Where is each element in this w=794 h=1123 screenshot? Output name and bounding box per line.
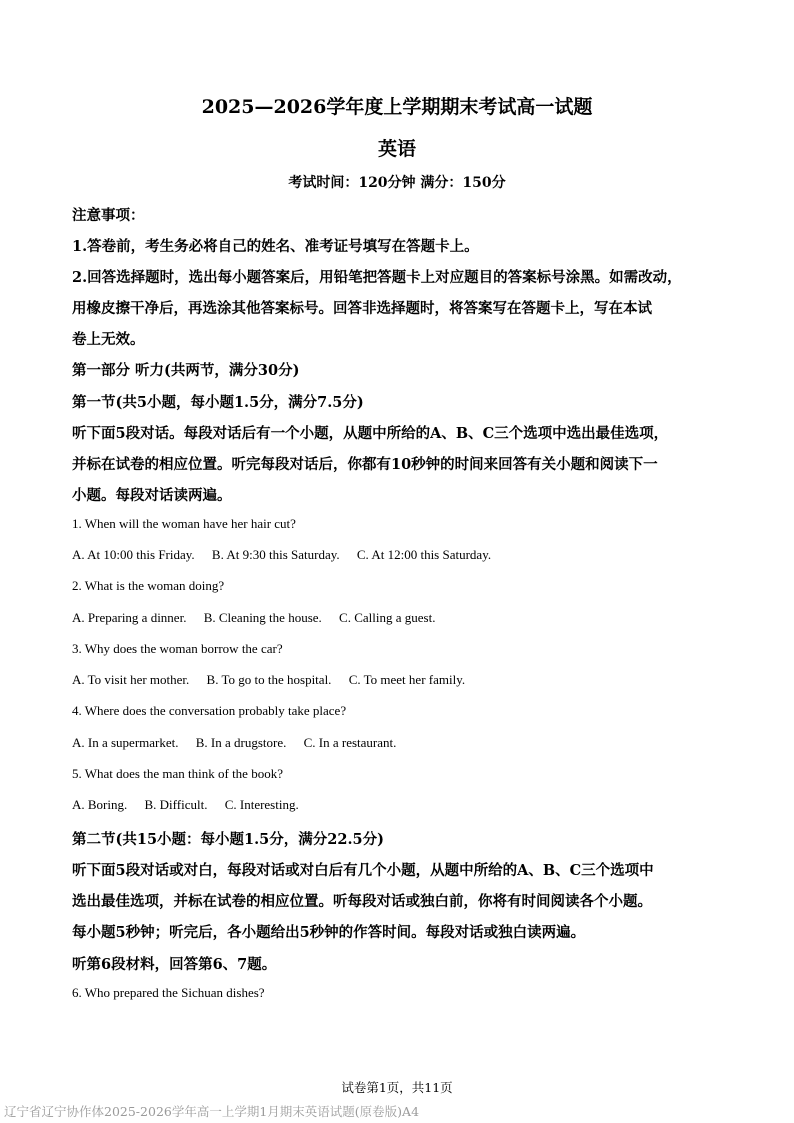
notes-heading: 注意事项： <box>72 207 145 224</box>
option-a: A. In a supermarket. <box>72 735 179 750</box>
note-item-2-line-1: 2.回答选择题时，选出每小题答案后，用铅笔把答题卡上对应题目的答案标号涂黑。如需改动， <box>72 269 682 286</box>
note-item-1: 1.答卷前，考生务必将自己的姓名、准考证号填写在答题卡上。 <box>72 238 479 255</box>
question-2-stem: 2. What is the woman doing? <box>72 578 225 593</box>
material-6-heading: 听第6段材料，回答第6、7题。 <box>72 956 277 973</box>
exam-title: 2025—2026学年度上学期期末考试高一试题 <box>201 96 593 118</box>
section2-instruction-line-3: 每小题5秒钟；听完后，各小题给出5秒钟的作答时间。每段对话或独白读两遍。 <box>72 924 586 941</box>
note-item-2-line-2: 用橡皮擦干净后，再选涂其他答案标号。回答非选择题时，将答案写在答题卡上，写在本试 <box>72 300 652 317</box>
option-b: B. In a drugstore. <box>195 735 287 750</box>
option-c: C. To meet her family. <box>348 672 466 687</box>
note-item-2-line-3: 卷上无效。 <box>72 331 145 348</box>
question-2-options <box>72 610 449 626</box>
option-c: C. Calling a guest. <box>339 610 436 625</box>
question-3-options <box>72 672 479 688</box>
option-a: A. To visit her mother. <box>72 672 190 687</box>
option-c: C. At 12:00 this Saturday. <box>356 547 492 562</box>
question-6-stem: 6. Who prepared the Sichuan dishes? <box>72 985 265 1000</box>
subject-title: 英语 <box>377 138 416 160</box>
option-a: A. Preparing a dinner. <box>72 610 187 625</box>
section2-instruction-line-2: 选出最佳选项，并标在试卷的相应位置。听每段对话或独白前，你将有时间阅读各个小题。 <box>72 893 652 910</box>
exam-info: 考试时间：120分钟 满分：150分 <box>288 175 506 191</box>
part1-heading: 第一部分 听力(共两节，满分30分) <box>72 362 300 379</box>
option-c: C. In a restaurant. <box>303 735 397 750</box>
question-4-options <box>72 735 410 751</box>
question-4-stem: 4. Where does the conversation probably take place? <box>72 703 347 718</box>
option-b: B. To go to the hospital. <box>206 672 332 687</box>
section1-heading: 第一节(共5小题，每小题1.5分，满分7.5分) <box>72 394 364 411</box>
question-5-stem: 5. What does the man think of the book? <box>72 766 283 781</box>
watermark-text: 辽宁省辽宁协作体2025-2026学年高一上学期1月期末英语试题(原卷版)A4 <box>4 1104 420 1119</box>
page-number: 试卷第1页，共11页 <box>341 1080 453 1095</box>
option-a: A. At 10:00 this Friday. <box>72 547 195 562</box>
question-1-options <box>72 547 505 563</box>
section1-instruction-line-1: 听下面5段对话。每段对话后有一个小题，从题中所给的A、B、C三个选项中选出最佳选项， <box>72 425 669 442</box>
question-3-stem: 3. Why does the woman borrow the car? <box>72 641 283 656</box>
section2-heading: 第二节(共15小题：每小题1.5分，满分22.5分) <box>72 831 384 848</box>
question-5-options <box>72 797 313 813</box>
section1-instruction-line-3: 小题。每段对话读两遍。 <box>72 487 232 504</box>
option-b: B. Cleaning the house. <box>203 610 322 625</box>
question-1-stem: 1. When will the woman have her hair cut? <box>72 516 296 531</box>
option-c: C. Interesting. <box>224 797 299 812</box>
option-a: A. Boring. <box>72 797 128 812</box>
option-b: B. At 9:30 this Saturday. <box>211 547 340 562</box>
section2-instruction-line-1: 听下面5段对话或对白，每段对话或对白后有几个小题，从题中所给的A、B、C三个选项中 <box>72 862 654 879</box>
option-b: B. Difficult. <box>144 797 208 812</box>
section1-instruction-line-2: 并标在试卷的相应位置。听完每段对话后，你都有10秒钟的时间来回答有关小题和阅读下一 <box>72 456 658 473</box>
